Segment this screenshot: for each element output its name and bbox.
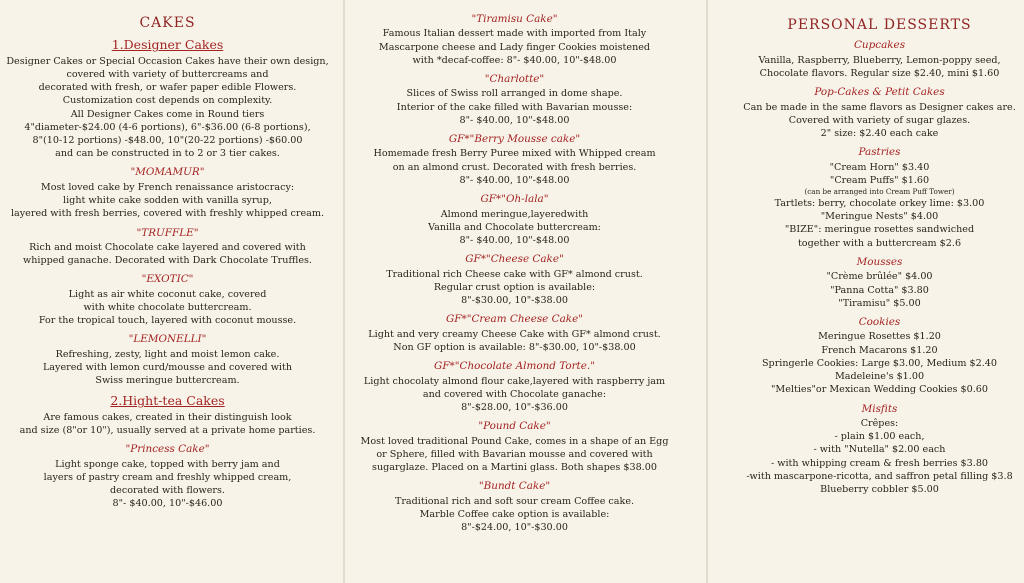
item-title: GF*"Cheese Cake" xyxy=(465,253,564,266)
menu-item xyxy=(4,272,331,327)
item-title: GF*"Berry Mousse cake" xyxy=(448,133,581,146)
item-title: "EXOTIC" xyxy=(141,273,194,286)
desc-line: layered with fresh berries, covered with freshly whipped cream. xyxy=(10,208,325,220)
item-title: Cupcakes xyxy=(853,39,906,52)
desc-line: Madeleine's $1.00 xyxy=(834,371,925,383)
menu-item xyxy=(356,312,673,354)
desc-line: decorated with fresh, or wafer paper edible Flowers. xyxy=(38,82,297,94)
desc-line: Traditional rich and soft sour cream Coffee cake. xyxy=(394,495,635,507)
desc-line: Traditional rich Cheese cake with GF* almond crust. xyxy=(386,268,643,280)
cakes-column xyxy=(0,0,335,583)
desc-line: sugarglaze. Placed on a Martini glass. Both shapes $38.00 xyxy=(372,462,657,474)
item-title: Misfits xyxy=(861,402,898,415)
desc-line: decorated with flowers. xyxy=(110,485,225,496)
menu-item xyxy=(356,419,673,474)
desc-line: Chocolate flavors. Regular size $2.40, mini $1.60 xyxy=(759,67,1000,79)
personal-desserts-column xyxy=(735,0,1024,583)
desc-line: Blueberry cobbler $5.00 xyxy=(820,484,939,496)
desc-line: Meringue Rosettes $1.20 xyxy=(818,331,941,343)
desc-line: Covered with variety of sugar glazes. xyxy=(788,114,971,126)
desc-line: Slices of Swiss roll arranged in dome shape. xyxy=(406,88,623,100)
desc-line: 8"-$30.00, 10"-$38.00 xyxy=(461,295,568,307)
item-title: GF*"Cream Cheese Cake" xyxy=(446,313,583,326)
menu-item xyxy=(735,315,1024,397)
menu-item xyxy=(356,72,673,127)
item-title: "Pound Cake" xyxy=(478,420,551,433)
menu-item xyxy=(356,359,673,414)
desc-line: Tartlets: berry, chocolate orkey lime: $3.00 xyxy=(774,197,985,209)
item-title: Pastries xyxy=(858,146,901,159)
item-title: "LEMONELLI" xyxy=(128,333,207,346)
desc-line: - with whipping cream & fresh berries $3.80 xyxy=(770,457,989,469)
menu-item xyxy=(4,332,331,387)
desc-line: or Sphere, filled with Bavarian mousse and covered with xyxy=(376,448,653,460)
item-title: GF*"Oh-lala" xyxy=(480,193,549,206)
desc-line: Interior of the cake filled with Bavarian mousse: xyxy=(396,101,633,113)
item-title: "Tiramisu Cake" xyxy=(471,13,558,25)
menu-item xyxy=(356,132,673,187)
desc-line: with *decaf-coffee: 8"- $40.00, 10"-$48.00 xyxy=(412,54,617,66)
desc-line: 2" size: $2.40 each cake xyxy=(820,127,939,139)
item-title: Cookies xyxy=(858,315,901,328)
desc-line: Light sponge cake, topped with berry jam and xyxy=(55,458,280,470)
desc-line: 8"-$28.00, 10"-$36.00 xyxy=(461,401,568,413)
desc-line: Most loved traditional Pound Cake, comes in a shape of an Egg xyxy=(360,435,669,447)
desc-line: Regular crust option is available: xyxy=(433,281,596,293)
desc-line: whipped ganache. Decorated with Dark Chocolate Truffles. xyxy=(23,255,312,267)
desc-line: Famous Italian dessert made with imported from Italy xyxy=(382,28,647,40)
desc-line: Most loved cake by French renaissance aristocracy: xyxy=(40,181,295,193)
menu-item xyxy=(4,165,331,220)
desc-line: -with mascarpone-ricotta, and saffron petal filling $3.8 xyxy=(746,470,1013,482)
cakes-heading: CAKES xyxy=(139,15,196,31)
desc-line: 8"- $40.00, 10"-$46.00 xyxy=(112,498,223,510)
menu-item xyxy=(735,85,1024,140)
desc-line: Mascarpone cheese and Lady finger Cookies moistened xyxy=(378,41,651,53)
designer-cakes-section xyxy=(4,36,331,160)
desc-line: and size (8"or 10"), usually served at a private home parties. xyxy=(19,424,316,436)
item-title: "Princess Cake" xyxy=(125,443,210,456)
hight-tea-section xyxy=(4,392,331,437)
desc-line: Vanilla, Raspberry, Blueberry, Lemon-poppy seed, xyxy=(758,54,1001,66)
item-title: "Bundt Cake" xyxy=(478,480,551,493)
hight-tea-title: 2.Hight-tea Cakes xyxy=(110,393,225,409)
desc-line: Springerle Cookies: Large $3.00, Medium $2.40 xyxy=(761,357,997,369)
menu-item xyxy=(735,38,1024,80)
desc-line: Light and very creamy Cheese Cake with GF* almond crust. xyxy=(368,328,661,340)
menu-item xyxy=(356,479,673,534)
desc-line: Crêpes: xyxy=(860,417,899,429)
desc-line: Are famous cakes, created in their distinguish look xyxy=(43,411,292,423)
desc-line: "Cream Puffs" $1.60 xyxy=(829,174,930,186)
desc-line: 8"- $40.00, 10"-$48.00 xyxy=(459,174,570,186)
desc-line: "Tiramisu" $5.00 xyxy=(838,297,921,309)
desc-line: 4"diameter-$24.00 (4-6 portions), 6"-$36.00 (6-8 portions), xyxy=(24,121,311,133)
desc-line: Non GF option is available: 8"-$30.00, 10"-$38.00 xyxy=(393,341,636,353)
desc-line: Customization cost depends on complexity. xyxy=(62,95,273,107)
menu-item xyxy=(735,402,1024,497)
desc-line: light white cake sodden with vanilla syrup, xyxy=(63,195,272,207)
menu-item xyxy=(356,192,673,247)
menu-item xyxy=(735,255,1024,310)
menu-item xyxy=(356,12,673,67)
item-title: "MOMAMUR" xyxy=(130,166,205,179)
fold-line-left xyxy=(343,0,345,583)
desc-line: together with a buttercream $2.6 xyxy=(797,237,962,249)
menu-item xyxy=(4,226,331,268)
desc-line: 8"- $40.00, 10"-$48.00 xyxy=(459,114,570,126)
desc-line: All Designer Cakes come in Round tiers xyxy=(70,108,265,120)
desc-line: Rich and moist Chocolate cake layered and covered with xyxy=(29,241,306,253)
desc-line: Can be made in the same flavors as Designer cakes are. xyxy=(743,101,1016,113)
desc-line: - plain $1.00 each, xyxy=(834,431,925,443)
item-title: GF*"Chocolate Almond Torte." xyxy=(434,360,595,373)
item-title: Pop-Cakes & Petit Cakes xyxy=(814,86,945,99)
desc-line: "Melties"or Mexican Wedding Cookies $0.60 xyxy=(771,384,988,396)
desc-line: covered with variety of buttercreams and xyxy=(66,68,269,80)
menu-item xyxy=(735,145,1024,250)
desc-line: For the tropical touch, layered with coconut mousse. xyxy=(38,315,297,327)
desc-line: "Cream Horn" $3.40 xyxy=(829,161,930,173)
menu-item xyxy=(356,252,673,307)
desc-line: Homemade fresh Berry Puree mixed with Whipped cream xyxy=(373,148,656,160)
desc-line: "BIZE": meringue rosettes sandwiched xyxy=(784,224,975,236)
item-title: "TRUFFLE" xyxy=(136,226,199,239)
menu-item xyxy=(4,442,331,510)
desc-line: Light as air white coconut cake, covered xyxy=(68,288,267,300)
desc-line: Almond meringue,layeredwith xyxy=(440,208,589,220)
desc-note: (can be arranged into Cream Puff Tower) xyxy=(804,187,955,197)
desc-line: Vanilla and Chocolate buttercream: xyxy=(428,221,601,233)
desc-line: "Meringue Nests" $4.00 xyxy=(820,211,939,223)
desc-line: 8"-$24.00, 10"-$30.00 xyxy=(461,522,568,534)
desc-line: "Panna Cotta" $3.80 xyxy=(830,284,929,296)
desc-line: French Macarons $1.20 xyxy=(821,344,938,356)
designer-cakes-title: 1.Designer Cakes xyxy=(111,37,224,53)
item-title: "Charlotte" xyxy=(484,73,545,86)
desc-line: on an almond crust. Decorated with fresh berries. xyxy=(392,161,637,173)
desc-line: Layered with lemon curd/mousse and covered with xyxy=(42,361,293,373)
desc-line: Light chocolaty almond flour cake,layered with raspberry jam xyxy=(363,375,666,387)
desc-line: Refreshing, zesty, light and moist lemon cake. xyxy=(55,348,280,360)
desc-line: 8"(10-12 portions) -$48.00, 10"(20-22 portions) -$60.00 xyxy=(32,134,303,146)
desc-line: layers of pastry cream and freshly whipped cream, xyxy=(43,471,292,483)
desc-line: and covered with Chocolate ganache: xyxy=(422,388,607,400)
desc-line: and can be constructed in to 2 or 3 tier cakes. xyxy=(55,148,280,160)
fold-line-right xyxy=(706,0,708,583)
desc-line: Marble Coffee cake option is available: xyxy=(419,508,610,520)
personal-desserts-heading: PERSONAL DESSERTS xyxy=(787,17,972,33)
desc-line: with white chocolate buttercream. xyxy=(83,301,252,313)
middle-column xyxy=(352,0,677,583)
desc-line: - with "Nutella" $2.00 each xyxy=(813,444,946,456)
desc-line: Designer Cakes or Special Occasion Cakes have their own design, xyxy=(6,55,329,67)
desc-line: "Crème brûlée" $4.00 xyxy=(826,271,933,283)
item-title: Mousses xyxy=(856,255,903,268)
desc-line: Swiss meringue buttercream. xyxy=(95,375,240,387)
desc-line: 8"- $40.00, 10"-$48.00 xyxy=(459,235,570,247)
